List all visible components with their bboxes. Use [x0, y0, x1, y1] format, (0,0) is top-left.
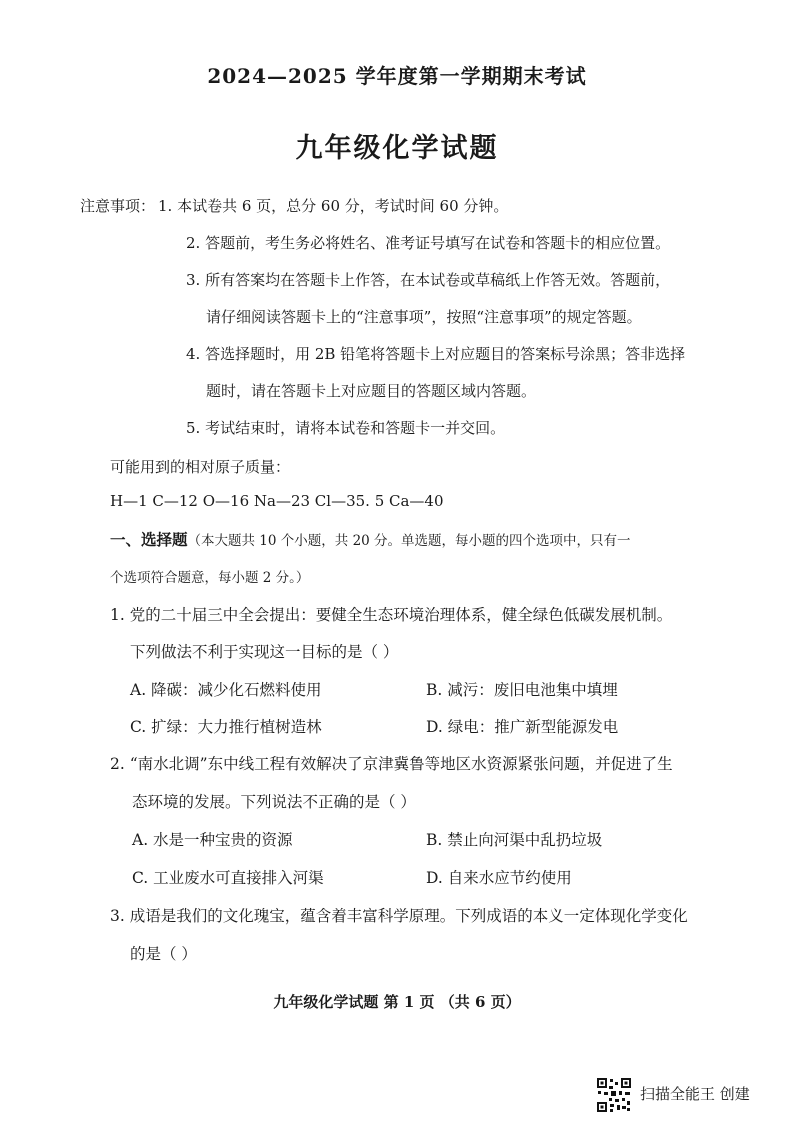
question-2-option-b: B. 禁止向河渠中乱扔垃圾	[426, 831, 603, 849]
notes-label: 注意事项：	[80, 197, 156, 215]
section1-heading: 一、选择题	[110, 530, 188, 549]
qr-code-icon	[596, 1077, 632, 1113]
question-1-option-a: A. 降碳：减少化石燃料使用	[130, 681, 322, 699]
question-1-option-c: C. 扩绿：大力推行植树造林	[130, 718, 322, 736]
note-item-2: 2. 答题前，考生务必将姓名、准考证号填写在试卷和答题卡的相应位置。	[186, 234, 671, 252]
question-2-option-a: A. 水是一种宝贵的资源	[132, 831, 293, 849]
exam-title: 2024—2025 学年度第一学期期末考试	[207, 64, 587, 88]
note-item-4-line2: 题时，请在答题卡上对应题目的答题区域内答题。	[206, 382, 537, 400]
note-item-3-line1: 3. 所有答案均在答题卡上作答，在本试卷或草稿纸上作答无效。答题前，	[186, 271, 671, 289]
question-2-option-d: D. 自来水应节约使用	[426, 869, 572, 887]
question-2-stem-line2: 态环境的发展。下列说法不正确的是（ ）	[132, 793, 416, 811]
note-item-4-line1: 4. 答选择题时，用 2B 铅笔将答题卡上对应题目的答案标号涂黑；答非选择	[186, 345, 686, 363]
question-1-stem-line2: 下列做法不利于实现这一目标的是（ ）	[130, 643, 399, 661]
note-item-5: 5. 考试结束时，请将本试卷和答题卡一并交回。	[186, 419, 506, 437]
question-1-stem-line1: 1. 党的二十届三中全会提出：要健全生态环境治理体系，健全绿色低碳发展机制。	[110, 606, 673, 624]
page-footer: 九年级化学试题 第 1 页 （共 6 页）	[273, 993, 521, 1011]
atomic-mass-label: 可能用到的相对原子质量：	[110, 458, 291, 476]
note-item-3-line2: 请仔细阅读答题卡上的“注意事项”，按照“注意事项”的规定答题。	[206, 308, 642, 326]
question-2-option-c: C. 工业废水可直接排入河渠	[132, 869, 324, 887]
subject-title: 九年级化学试题	[295, 133, 499, 164]
section1-heading-row	[110, 528, 631, 550]
note-item-1: 1. 本试卷共 6 页，总分 60 分，考试时间 60 分钟。	[158, 197, 509, 215]
question-3-stem-line1: 3. 成语是我们的文化瑰宝，蕴含着丰富科学原理。下列成语的本义一定体现化学变化	[110, 907, 688, 925]
section1-desc-line2: 个选项符合题意，每小题 2 分。）	[110, 570, 310, 586]
question-2-stem-line1: 2. “南水北调”东中线工程有效解决了京津冀鲁等地区水资源紧张问题，并促进了生	[110, 755, 673, 773]
question-1-option-b: B. 减污：废旧电池集中填埋	[426, 681, 618, 699]
question-3-stem-line2: 的是（ ）	[130, 945, 197, 963]
section1-desc-line1: （本大题共 10 个小题，共 20 分。单选题，每小题的四个选项中，只有一	[187, 533, 631, 549]
scanner-watermark: 扫描全能王 创建	[640, 1085, 750, 1103]
atomic-mass-values: H—1 C—12 O—16 Na—23 Cl—35. 5 Ca—40	[110, 492, 444, 510]
question-1-option-d: D. 绿电：推广新型能源发电	[426, 718, 619, 736]
